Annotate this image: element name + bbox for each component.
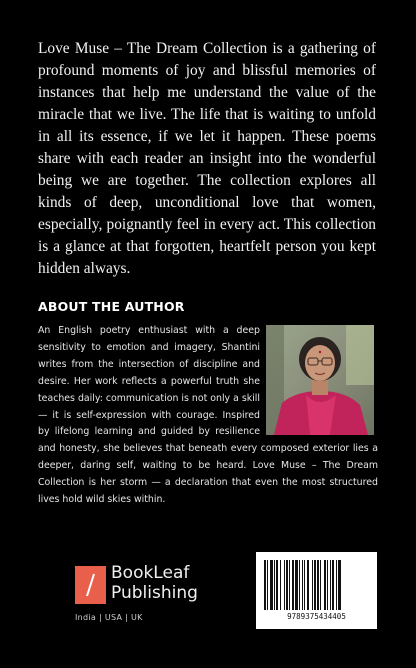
author-photo <box>266 325 378 437</box>
back-cover-blurb: Love Muse – The Dream Collection is a gathering of profound moments of joy and blissful memories of instances that help me understand the value of the miracle that we live. The life that is waiting to unfold in all its essence, if we let it happen. These poems share with each reader an insight into the wonderful being we are together. The collection explores all kinds of deep, unconditional love that women, especially, poignantly feel in every act. This collection is a glance at that forgotten, heartfelt person you kept hidden always. <box>38 40 376 277</box>
about-author-heading: ABOUT THE AUTHOR <box>38 299 185 314</box>
barcode-bars <box>264 560 369 610</box>
isbn-number: 9789375434405 <box>287 612 346 621</box>
publisher-logo-icon <box>75 566 106 604</box>
publisher-name-line2: Publishing <box>111 583 198 603</box>
publisher-name <box>111 563 198 603</box>
publisher-locations: India | USA | UK <box>75 613 143 622</box>
publisher-name-line1: BookLeaf <box>111 563 190 583</box>
author-bio: An English poetry enthusiast with a deep sensitivity to emotion and imagery, Shantini writes from the intersection of discipline and desire. Her work reflects a powerful truth she teaches daily: communication is not only a skill — it is self-expression with courage. Inspired by lifelong learning and guided by resilience and honesty, she believes that beneath every composed exterior lies a deeper, daring self, waiting to be heard. Love Muse – The Dream Collection is her storm — a declaration that even the most structured lives hold wild skies within. <box>38 325 378 506</box>
isbn-barcode <box>256 552 377 629</box>
publisher-logo <box>75 563 198 626</box>
author-section <box>38 323 378 509</box>
